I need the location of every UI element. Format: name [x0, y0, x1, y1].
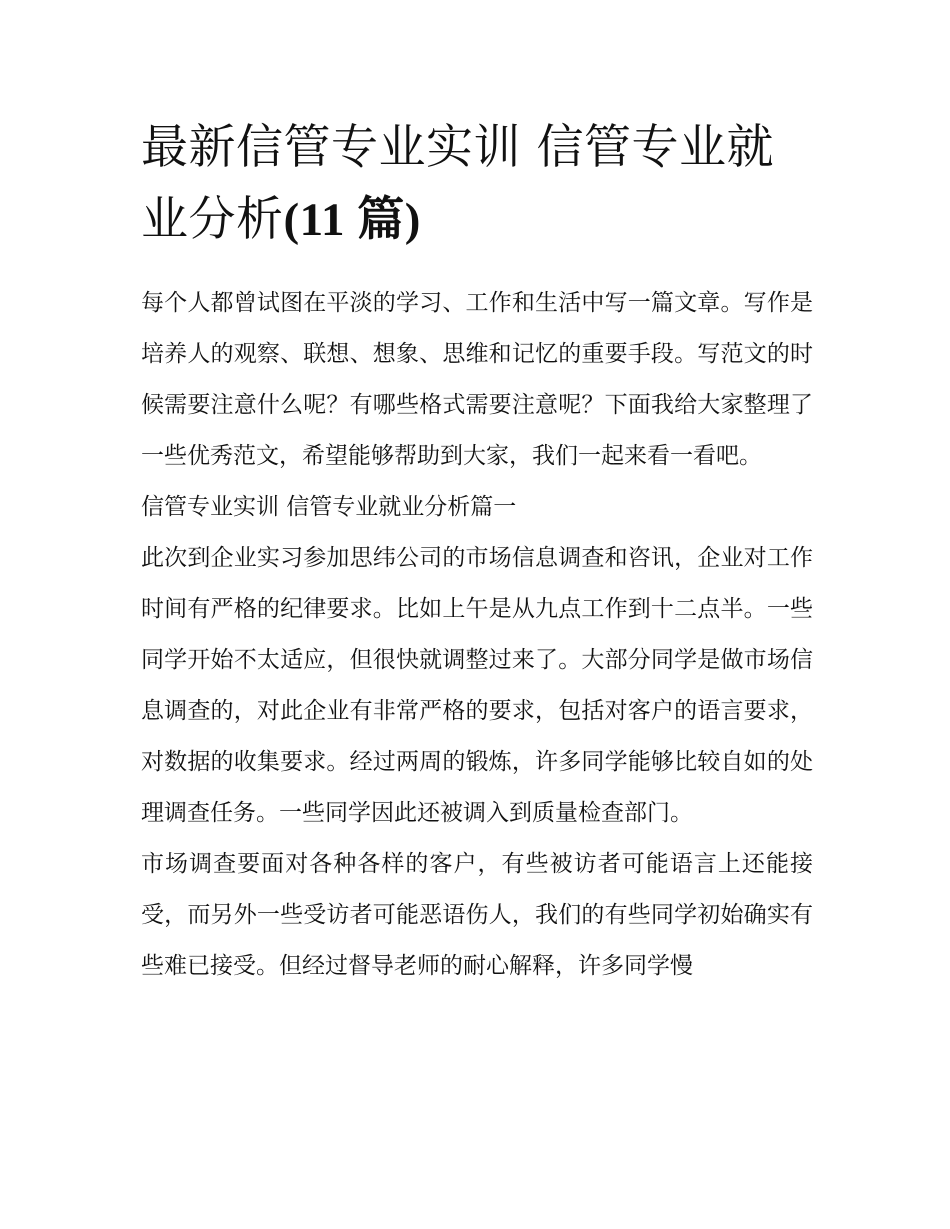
document-title	[141, 112, 813, 256]
document-title-main: 最新信管专业实训 信管专业就业分析	[141, 120, 774, 247]
document-title-suffix: (11 篇)	[283, 194, 421, 246]
section-heading: 信管专业实训 信管专业就业分析篇一	[141, 494, 517, 520]
intro-paragraph: 每个人都曾试图在平淡的学习、工作和生活中写一篇文章。写作是培养人的观察、联想、想象、思维和记忆的重要手段。写范文的时候需要注意什么呢？有哪些格式需要注意呢？下面我给大家整理了一些优秀范文，希望能够帮助到大家，我们一起来看一看吧。	[141, 290, 813, 469]
body-paragraph-1: 此次到企业实习参加思纬公司的市场信息调查和咨讯，企业对工作时间有严格的纪律要求。比如上午是从九点工作到十二点半。一些同学开始不太适应，但很快就调整过来了。大部分同学是做市场信息调查的，对此企业有非常严格的要求，包括对客户的语言要求，对数据的收集要求。经过两周的锻炼，许多同学能够比较自如的处理调查任务。一些同学因此还被调入到质量检查部门。	[141, 545, 813, 826]
body-paragraph-2: 市场调查要面对各种各样的客户，有些被访者可能语言上还能接受，而另外一些受访者可能恶语伤人，我们的有些同学初始确实有些难已接受。但经过督导老师的耐心解释，许多同学慢	[141, 851, 813, 979]
document-content	[141, 112, 813, 992]
